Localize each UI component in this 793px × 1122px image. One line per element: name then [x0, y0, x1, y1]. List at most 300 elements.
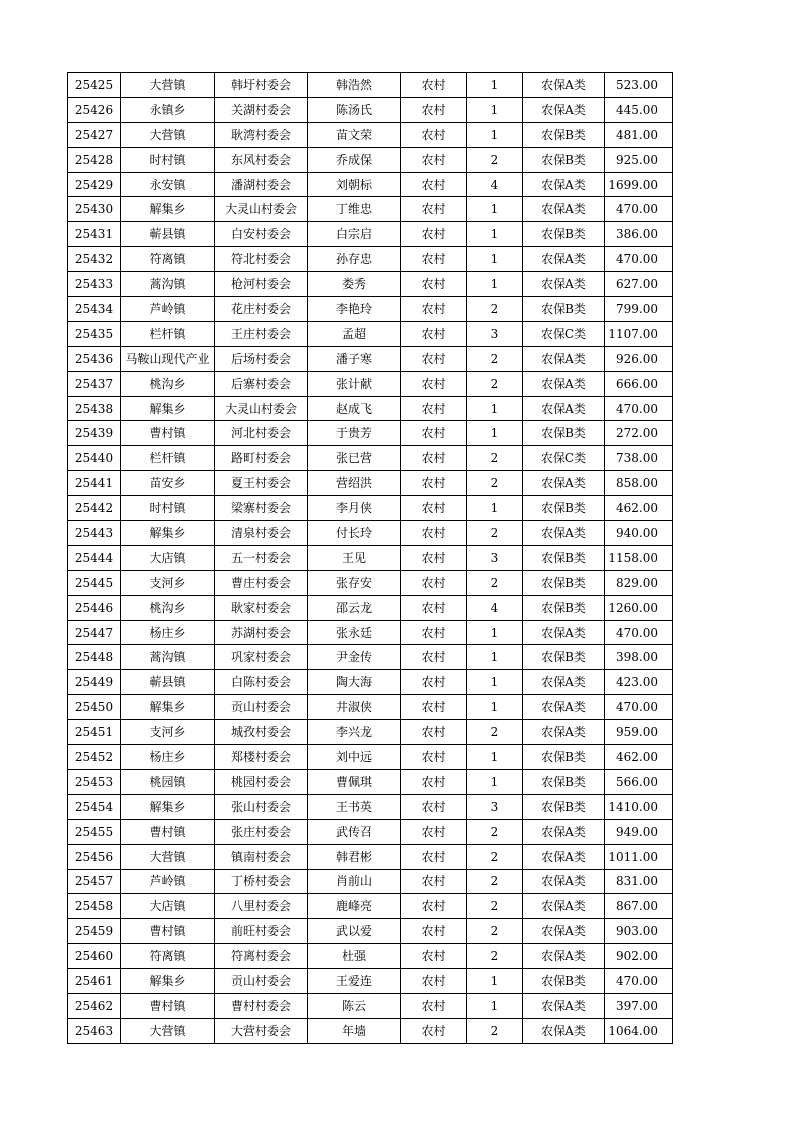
- cell-household-count: 2: [467, 471, 523, 496]
- cell-record-id: 25439: [68, 421, 121, 446]
- cell-village-committee: 大灵山村委会: [215, 396, 308, 421]
- cell-amount: 1011.00: [605, 844, 673, 869]
- cell-record-id: 25427: [68, 122, 121, 147]
- cell-area-type: 农村: [401, 197, 467, 222]
- cell-household-count: 4: [467, 595, 523, 620]
- cell-township: 解集乡: [121, 794, 215, 819]
- table-row: [68, 695, 673, 720]
- cell-village-committee: 符北村委会: [215, 247, 308, 272]
- cell-person-name: 李艳玲: [308, 297, 401, 322]
- cell-record-id: 25429: [68, 172, 121, 197]
- cell-insurance-category: 农保B类: [523, 297, 605, 322]
- cell-township: 杨庄乡: [121, 745, 215, 770]
- cell-township: 解集乡: [121, 969, 215, 994]
- cell-person-name: 王爱连: [308, 969, 401, 994]
- table-row: [68, 969, 673, 994]
- cell-amount: 949.00: [605, 819, 673, 844]
- cell-insurance-category: 农保B类: [523, 769, 605, 794]
- cell-area-type: 农村: [401, 595, 467, 620]
- cell-household-count: 1: [467, 222, 523, 247]
- cell-township: 栏杆镇: [121, 321, 215, 346]
- table-row: [68, 272, 673, 297]
- cell-amount: 829.00: [605, 570, 673, 595]
- cell-area-type: 农村: [401, 869, 467, 894]
- cell-area-type: 农村: [401, 894, 467, 919]
- cell-record-id: 25441: [68, 471, 121, 496]
- cell-area-type: 农村: [401, 844, 467, 869]
- cell-household-count: 1: [467, 396, 523, 421]
- cell-area-type: 农村: [401, 396, 467, 421]
- cell-person-name: 杜强: [308, 944, 401, 969]
- cell-insurance-category: 农保A类: [523, 919, 605, 944]
- cell-person-name: 孙存忠: [308, 247, 401, 272]
- cell-record-id: 25448: [68, 645, 121, 670]
- cell-amount: 1158.00: [605, 545, 673, 570]
- cell-person-name: 乔成保: [308, 147, 401, 172]
- table-row: [68, 471, 673, 496]
- cell-person-name: 李兴龙: [308, 720, 401, 745]
- cell-household-count: 1: [467, 247, 523, 272]
- cell-insurance-category: 农保B类: [523, 545, 605, 570]
- cell-township: 大营镇: [121, 1018, 215, 1043]
- cell-township: 曹村镇: [121, 819, 215, 844]
- table-row: [68, 894, 673, 919]
- cell-amount: 397.00: [605, 993, 673, 1018]
- cell-township: 桃沟乡: [121, 371, 215, 396]
- cell-person-name: 孟超: [308, 321, 401, 346]
- cell-area-type: 农村: [401, 421, 467, 446]
- cell-record-id: 25447: [68, 620, 121, 645]
- cell-person-name: 营绍洪: [308, 471, 401, 496]
- table-row: [68, 769, 673, 794]
- cell-village-committee: 苏湖村委会: [215, 620, 308, 645]
- cell-person-name: 张已营: [308, 446, 401, 471]
- cell-insurance-category: 农保A类: [523, 819, 605, 844]
- cell-insurance-category: 农保A类: [523, 695, 605, 720]
- cell-village-committee: 五一村委会: [215, 545, 308, 570]
- table-row: [68, 496, 673, 521]
- cell-amount: 1064.00: [605, 1018, 673, 1043]
- cell-area-type: 农村: [401, 122, 467, 147]
- cell-person-name: 陶大海: [308, 670, 401, 695]
- cell-village-committee: 贡山村委会: [215, 969, 308, 994]
- cell-township: 芦岭镇: [121, 869, 215, 894]
- cell-village-committee: 梁寨村委会: [215, 496, 308, 521]
- cell-insurance-category: 农保C类: [523, 321, 605, 346]
- cell-village-committee: 镇南村委会: [215, 844, 308, 869]
- cell-insurance-category: 农保A类: [523, 620, 605, 645]
- cell-area-type: 农村: [401, 944, 467, 969]
- cell-area-type: 农村: [401, 297, 467, 322]
- cell-household-count: 2: [467, 819, 523, 844]
- cell-village-committee: 大灵山村委会: [215, 197, 308, 222]
- cell-area-type: 农村: [401, 993, 467, 1018]
- cell-record-id: 25454: [68, 794, 121, 819]
- table-row: [68, 794, 673, 819]
- cell-person-name: 潘子寒: [308, 346, 401, 371]
- cell-person-name: 韩浩然: [308, 73, 401, 98]
- cell-person-name: 陈汤氏: [308, 97, 401, 122]
- cell-record-id: 25436: [68, 346, 121, 371]
- cell-insurance-category: 农保B类: [523, 595, 605, 620]
- cell-insurance-category: 农保B类: [523, 969, 605, 994]
- cell-township: 芦岭镇: [121, 297, 215, 322]
- table-row: [68, 620, 673, 645]
- cell-household-count: 1: [467, 272, 523, 297]
- cell-insurance-category: 农保A类: [523, 1018, 605, 1043]
- cell-township: 桃沟乡: [121, 595, 215, 620]
- cell-record-id: 25458: [68, 894, 121, 919]
- cell-township: 大营镇: [121, 73, 215, 98]
- cell-township: 蕲县镇: [121, 222, 215, 247]
- cell-village-committee: 后场村委会: [215, 346, 308, 371]
- cell-amount: 398.00: [605, 645, 673, 670]
- cell-amount: 462.00: [605, 745, 673, 770]
- cell-amount: 566.00: [605, 769, 673, 794]
- cell-record-id: 25431: [68, 222, 121, 247]
- cell-household-count: 2: [467, 869, 523, 894]
- cell-area-type: 农村: [401, 73, 467, 98]
- table-row: [68, 396, 673, 421]
- table-row: [68, 670, 673, 695]
- cell-person-name: 陈云: [308, 993, 401, 1018]
- cell-area-type: 农村: [401, 97, 467, 122]
- cell-amount: 423.00: [605, 670, 673, 695]
- cell-record-id: 25430: [68, 197, 121, 222]
- cell-township: 永镇乡: [121, 97, 215, 122]
- cell-person-name: 邵云龙: [308, 595, 401, 620]
- cell-amount: 1260.00: [605, 595, 673, 620]
- cell-person-name: 鹿峰亮: [308, 894, 401, 919]
- cell-record-id: 25442: [68, 496, 121, 521]
- cell-insurance-category: 农保A类: [523, 869, 605, 894]
- cell-township: 解集乡: [121, 396, 215, 421]
- cell-person-name: 尹金传: [308, 645, 401, 670]
- cell-village-committee: 河北村委会: [215, 421, 308, 446]
- cell-household-count: 1: [467, 97, 523, 122]
- cell-household-count: 1: [467, 993, 523, 1018]
- cell-household-count: 2: [467, 521, 523, 546]
- cell-amount: 959.00: [605, 720, 673, 745]
- cell-area-type: 农村: [401, 720, 467, 745]
- cell-township: 时村镇: [121, 496, 215, 521]
- cell-insurance-category: 农保A类: [523, 720, 605, 745]
- cell-village-committee: 郑楼村委会: [215, 745, 308, 770]
- cell-record-id: 25452: [68, 745, 121, 770]
- cell-township: 符离镇: [121, 247, 215, 272]
- cell-area-type: 农村: [401, 919, 467, 944]
- cell-village-committee: 白陈村委会: [215, 670, 308, 695]
- cell-insurance-category: 农保A类: [523, 272, 605, 297]
- cell-household-count: 2: [467, 919, 523, 944]
- cell-record-id: 25446: [68, 595, 121, 620]
- cell-insurance-category: 农保A类: [523, 944, 605, 969]
- cell-household-count: 4: [467, 172, 523, 197]
- cell-township: 栏杆镇: [121, 446, 215, 471]
- cell-area-type: 农村: [401, 745, 467, 770]
- cell-record-id: 25461: [68, 969, 121, 994]
- cell-village-committee: 东风村委会: [215, 147, 308, 172]
- cell-person-name: 张存安: [308, 570, 401, 595]
- cell-record-id: 25426: [68, 97, 121, 122]
- cell-amount: 470.00: [605, 396, 673, 421]
- cell-amount: 867.00: [605, 894, 673, 919]
- cell-household-count: 2: [467, 894, 523, 919]
- cell-record-id: 25459: [68, 919, 121, 944]
- cell-insurance-category: 农保B类: [523, 794, 605, 819]
- cell-township: 桃园镇: [121, 769, 215, 794]
- cell-person-name: 武传召: [308, 819, 401, 844]
- cell-village-committee: 路町村委会: [215, 446, 308, 471]
- cell-insurance-category: 农保A类: [523, 396, 605, 421]
- cell-amount: 925.00: [605, 147, 673, 172]
- cell-village-committee: 贡山村委会: [215, 695, 308, 720]
- cell-amount: 1699.00: [605, 172, 673, 197]
- cell-record-id: 25438: [68, 396, 121, 421]
- cell-village-committee: 大营村委会: [215, 1018, 308, 1043]
- cell-record-id: 25435: [68, 321, 121, 346]
- cell-amount: 523.00: [605, 73, 673, 98]
- cell-insurance-category: 农保A类: [523, 670, 605, 695]
- cell-person-name: 年墙: [308, 1018, 401, 1043]
- cell-township: 永安镇: [121, 172, 215, 197]
- cell-township: 大营镇: [121, 122, 215, 147]
- cell-insurance-category: 农保A类: [523, 197, 605, 222]
- cell-area-type: 农村: [401, 222, 467, 247]
- cell-insurance-category: 农保B类: [523, 496, 605, 521]
- cell-person-name: 王见: [308, 545, 401, 570]
- cell-household-count: 3: [467, 794, 523, 819]
- cell-amount: 470.00: [605, 197, 673, 222]
- cell-household-count: 1: [467, 745, 523, 770]
- cell-record-id: 25443: [68, 521, 121, 546]
- cell-record-id: 25450: [68, 695, 121, 720]
- cell-village-committee: 白安村委会: [215, 222, 308, 247]
- cell-village-committee: 丁桥村委会: [215, 869, 308, 894]
- cell-area-type: 农村: [401, 471, 467, 496]
- cell-township: 支河乡: [121, 720, 215, 745]
- cell-insurance-category: 农保B类: [523, 745, 605, 770]
- cell-household-count: 1: [467, 421, 523, 446]
- cell-area-type: 农村: [401, 1018, 467, 1043]
- cell-household-count: 2: [467, 1018, 523, 1043]
- cell-insurance-category: 农保A类: [523, 97, 605, 122]
- cell-household-count: 3: [467, 545, 523, 570]
- cell-insurance-category: 农保A类: [523, 894, 605, 919]
- cell-record-id: 25453: [68, 769, 121, 794]
- cell-amount: 902.00: [605, 944, 673, 969]
- cell-village-committee: 后寨村委会: [215, 371, 308, 396]
- cell-area-type: 农村: [401, 695, 467, 720]
- cell-record-id: 25433: [68, 272, 121, 297]
- cell-area-type: 农村: [401, 446, 467, 471]
- table-row: [68, 869, 673, 894]
- cell-amount: 470.00: [605, 247, 673, 272]
- table-row: [68, 371, 673, 396]
- cell-area-type: 农村: [401, 620, 467, 645]
- cell-insurance-category: 农保B类: [523, 147, 605, 172]
- cell-village-committee: 夏王村委会: [215, 471, 308, 496]
- table-row: [68, 595, 673, 620]
- cell-insurance-category: 农保B类: [523, 645, 605, 670]
- cell-village-committee: 王庄村委会: [215, 321, 308, 346]
- cell-village-committee: 清泉村委会: [215, 521, 308, 546]
- cell-record-id: 25437: [68, 371, 121, 396]
- cell-area-type: 农村: [401, 147, 467, 172]
- cell-household-count: 2: [467, 446, 523, 471]
- cell-record-id: 25445: [68, 570, 121, 595]
- table-row: [68, 73, 673, 98]
- cell-village-committee: 耿湾村委会: [215, 122, 308, 147]
- cell-household-count: 1: [467, 969, 523, 994]
- cell-area-type: 农村: [401, 769, 467, 794]
- relief-roster-table: [67, 72, 673, 1044]
- cell-township: 曹村镇: [121, 421, 215, 446]
- cell-person-name: 娄秀: [308, 272, 401, 297]
- cell-amount: 627.00: [605, 272, 673, 297]
- cell-amount: 831.00: [605, 869, 673, 894]
- cell-household-count: 2: [467, 570, 523, 595]
- table-row: [68, 1018, 673, 1043]
- cell-record-id: 25440: [68, 446, 121, 471]
- cell-record-id: 25432: [68, 247, 121, 272]
- cell-township: 支河乡: [121, 570, 215, 595]
- cell-area-type: 农村: [401, 794, 467, 819]
- cell-village-committee: 符离村委会: [215, 944, 308, 969]
- cell-person-name: 于贵芳: [308, 421, 401, 446]
- cell-amount: 445.00: [605, 97, 673, 122]
- cell-township: 大营镇: [121, 844, 215, 869]
- cell-person-name: 丁维忠: [308, 197, 401, 222]
- table-row: [68, 172, 673, 197]
- cell-record-id: 25434: [68, 297, 121, 322]
- table-row: [68, 321, 673, 346]
- cell-household-count: 2: [467, 944, 523, 969]
- cell-area-type: 农村: [401, 645, 467, 670]
- cell-household-count: 1: [467, 122, 523, 147]
- cell-insurance-category: 农保A类: [523, 844, 605, 869]
- cell-person-name: 张计献: [308, 371, 401, 396]
- cell-amount: 481.00: [605, 122, 673, 147]
- cell-insurance-category: 农保A类: [523, 471, 605, 496]
- cell-township: 曹村镇: [121, 993, 215, 1018]
- cell-amount: 666.00: [605, 371, 673, 396]
- table-row: [68, 819, 673, 844]
- table-row: [68, 446, 673, 471]
- cell-person-name: 张永廷: [308, 620, 401, 645]
- cell-township: 杨庄乡: [121, 620, 215, 645]
- cell-household-count: 2: [467, 297, 523, 322]
- cell-area-type: 农村: [401, 670, 467, 695]
- table-row: [68, 247, 673, 272]
- cell-village-committee: 巩家村委会: [215, 645, 308, 670]
- cell-person-name: 付长玲: [308, 521, 401, 546]
- cell-insurance-category: 农保B类: [523, 122, 605, 147]
- cell-township: 蒿沟镇: [121, 645, 215, 670]
- cell-amount: 926.00: [605, 346, 673, 371]
- cell-record-id: 25451: [68, 720, 121, 745]
- cell-record-id: 25455: [68, 819, 121, 844]
- cell-area-type: 农村: [401, 321, 467, 346]
- cell-township: 大店镇: [121, 894, 215, 919]
- table-row: [68, 97, 673, 122]
- cell-village-committee: 张山村委会: [215, 794, 308, 819]
- cell-township: 蕲县镇: [121, 670, 215, 695]
- table-row: [68, 222, 673, 247]
- cell-household-count: 1: [467, 496, 523, 521]
- cell-person-name: 韩君彬: [308, 844, 401, 869]
- cell-insurance-category: 农保A类: [523, 521, 605, 546]
- cell-area-type: 农村: [401, 272, 467, 297]
- cell-person-name: 曹佩琪: [308, 769, 401, 794]
- cell-village-committee: 花庄村委会: [215, 297, 308, 322]
- cell-amount: 462.00: [605, 496, 673, 521]
- cell-area-type: 农村: [401, 969, 467, 994]
- cell-insurance-category: 农保A类: [523, 247, 605, 272]
- cell-person-name: 白宗启: [308, 222, 401, 247]
- cell-person-name: 井淑侠: [308, 695, 401, 720]
- cell-area-type: 农村: [401, 819, 467, 844]
- table-row: [68, 147, 673, 172]
- cell-amount: 386.00: [605, 222, 673, 247]
- cell-village-committee: 前旺村委会: [215, 919, 308, 944]
- cell-household-count: 2: [467, 844, 523, 869]
- table-body: [68, 73, 673, 1044]
- cell-village-committee: 张庄村委会: [215, 819, 308, 844]
- cell-person-name: 武以爱: [308, 919, 401, 944]
- cell-village-committee: 潘湖村委会: [215, 172, 308, 197]
- cell-insurance-category: 农保A类: [523, 172, 605, 197]
- cell-person-name: 王书英: [308, 794, 401, 819]
- table-row: [68, 521, 673, 546]
- cell-village-committee: 关湖村委会: [215, 97, 308, 122]
- cell-township: 曹村镇: [121, 919, 215, 944]
- cell-record-id: 25462: [68, 993, 121, 1018]
- table-row: [68, 197, 673, 222]
- cell-person-name: 苗文荣: [308, 122, 401, 147]
- cell-household-count: 3: [467, 321, 523, 346]
- cell-township: 解集乡: [121, 521, 215, 546]
- cell-amount: 903.00: [605, 919, 673, 944]
- cell-area-type: 农村: [401, 521, 467, 546]
- cell-household-count: 2: [467, 346, 523, 371]
- cell-household-count: 1: [467, 670, 523, 695]
- cell-township: 时村镇: [121, 147, 215, 172]
- cell-amount: 470.00: [605, 620, 673, 645]
- cell-record-id: 25425: [68, 73, 121, 98]
- cell-record-id: 25460: [68, 944, 121, 969]
- cell-area-type: 农村: [401, 496, 467, 521]
- cell-household-count: 2: [467, 720, 523, 745]
- cell-village-committee: 韩圩村委会: [215, 73, 308, 98]
- cell-township: 符离镇: [121, 944, 215, 969]
- table-row: [68, 645, 673, 670]
- cell-household-count: 1: [467, 695, 523, 720]
- cell-person-name: 赵成飞: [308, 396, 401, 421]
- cell-area-type: 农村: [401, 545, 467, 570]
- cell-record-id: 25444: [68, 545, 121, 570]
- cell-township: 解集乡: [121, 197, 215, 222]
- cell-amount: 738.00: [605, 446, 673, 471]
- cell-township: 大店镇: [121, 545, 215, 570]
- cell-insurance-category: 农保B类: [523, 222, 605, 247]
- cell-person-name: 李月侠: [308, 496, 401, 521]
- cell-amount: 858.00: [605, 471, 673, 496]
- cell-amount: 470.00: [605, 695, 673, 720]
- cell-household-count: 1: [467, 620, 523, 645]
- cell-township: 马鞍山现代产业: [121, 346, 215, 371]
- cell-household-count: 2: [467, 147, 523, 172]
